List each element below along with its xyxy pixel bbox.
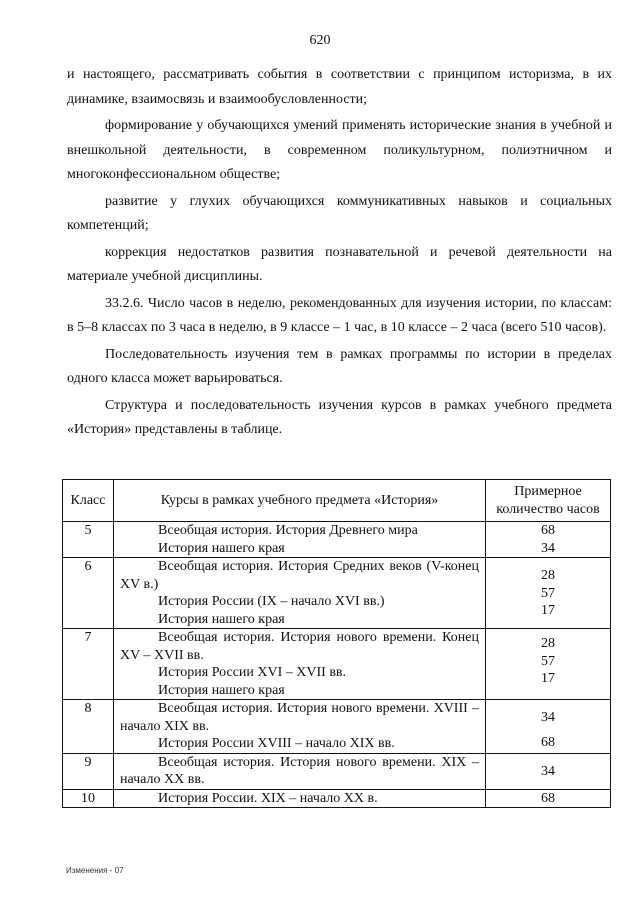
paragraph: Структура и последовательность изучения курсов в рамках учебного предмета «История» представлены в таблице. xyxy=(67,397,612,437)
header-hours: Примерное количество часов xyxy=(486,480,611,522)
course-item: История России (IX – начало XVI вв.) xyxy=(158,594,385,609)
page-number: 620 xyxy=(309,33,331,48)
courses-cell xyxy=(114,558,486,629)
class-cell: 6 xyxy=(63,558,114,629)
course-item: История нашего края xyxy=(158,611,285,627)
body-text xyxy=(67,63,612,445)
hours-value: 34 xyxy=(541,763,555,779)
course-item: Всеобщая история. История Древнего мира xyxy=(158,523,418,538)
paragraph: 33.2.6. Число часов в неделю, рекомендованных для изучения истории, по классам: в 5–8 классах по 3 часа в неделю, в 9 классе – 1 час, в 10 классе – 2 часа (всего 510 часов). xyxy=(67,295,612,335)
courses-table xyxy=(62,479,611,808)
hours-value: 57 xyxy=(541,585,555,601)
hours-value: 34 xyxy=(541,540,555,556)
class-cell: 7 xyxy=(63,629,114,700)
courses-cell xyxy=(114,700,486,754)
hours-cell xyxy=(486,789,611,808)
courses-cell xyxy=(114,522,486,558)
table-row xyxy=(63,700,611,754)
class-cell: 10 xyxy=(63,789,114,808)
hours-cell xyxy=(486,629,611,700)
hours-cell xyxy=(486,522,611,558)
course-item: Всеобщая история. История нового времени. XIX – начало XX вв. xyxy=(120,754,479,787)
hours-value: 68 xyxy=(541,734,555,750)
table-row xyxy=(63,753,611,789)
paragraph: и настоящего, рассматривать события в соответствии с принципом историзма, в их динамике, взаимосвязь и взаимообусловленности; xyxy=(67,67,612,107)
hours-value: 34 xyxy=(541,710,555,725)
table-header-row xyxy=(63,480,611,522)
header-class: Класс xyxy=(63,480,114,522)
paragraph: развитие у глухих обучающихся коммуникативных навыков и социальных компетенций; xyxy=(67,193,612,233)
class-cell: 5 xyxy=(63,522,114,558)
paragraph: коррекция недостатков развития познавательной и речевой деятельности на материале учебной дисциплины. xyxy=(67,244,612,284)
hours-value: 28 xyxy=(541,568,555,583)
table-row xyxy=(63,629,611,700)
footer-note: Изменения - 07 xyxy=(66,866,124,875)
course-item: История России XVIII – начало XIX вв. xyxy=(158,736,395,751)
class-cell: 9 xyxy=(63,753,114,789)
courses-cell xyxy=(114,789,486,808)
course-item: История нашего края xyxy=(158,540,285,556)
courses-cell xyxy=(114,629,486,700)
hours-value: 17 xyxy=(541,603,555,618)
course-item: История России. XIX – начало XX в. xyxy=(158,790,378,806)
hours-cell xyxy=(486,753,611,789)
hours-value: 28 xyxy=(541,636,555,651)
courses-cell xyxy=(114,753,486,789)
paragraph: Последовательность изучения тем в рамках программы по истории в пределах одного класса может варьироваться. xyxy=(67,346,612,386)
course-item: Всеобщая история. История нового времени. Конец XV – XVII вв. xyxy=(120,630,479,663)
table-row xyxy=(63,522,611,558)
paragraph: формирование у обучающихся умений применять исторические знания в учебной и внешкольной деятельности, в современном поликультурном, полиэтничном и многоконфессиональном обществе; xyxy=(67,118,612,182)
course-item: История нашего края xyxy=(158,682,285,698)
hours-value: 68 xyxy=(541,523,555,538)
course-item: История России XVI – XVII вв. xyxy=(158,665,347,680)
hours-value: 57 xyxy=(541,653,555,669)
hours-cell xyxy=(486,700,611,754)
header-courses: Курсы в рамках учебного предмета «История» xyxy=(114,480,486,522)
table-row xyxy=(63,789,611,808)
hours-value: 17 xyxy=(541,671,555,686)
course-item: Всеобщая история. История Средних веков (V-конец XV в.) xyxy=(120,559,479,592)
class-cell: 8 xyxy=(63,700,114,754)
hours-value: 68 xyxy=(541,790,555,806)
table-row xyxy=(63,558,611,629)
course-item: Всеобщая история. История нового времени. XVIII – начало XIX вв. xyxy=(120,701,479,734)
hours-cell xyxy=(486,558,611,629)
